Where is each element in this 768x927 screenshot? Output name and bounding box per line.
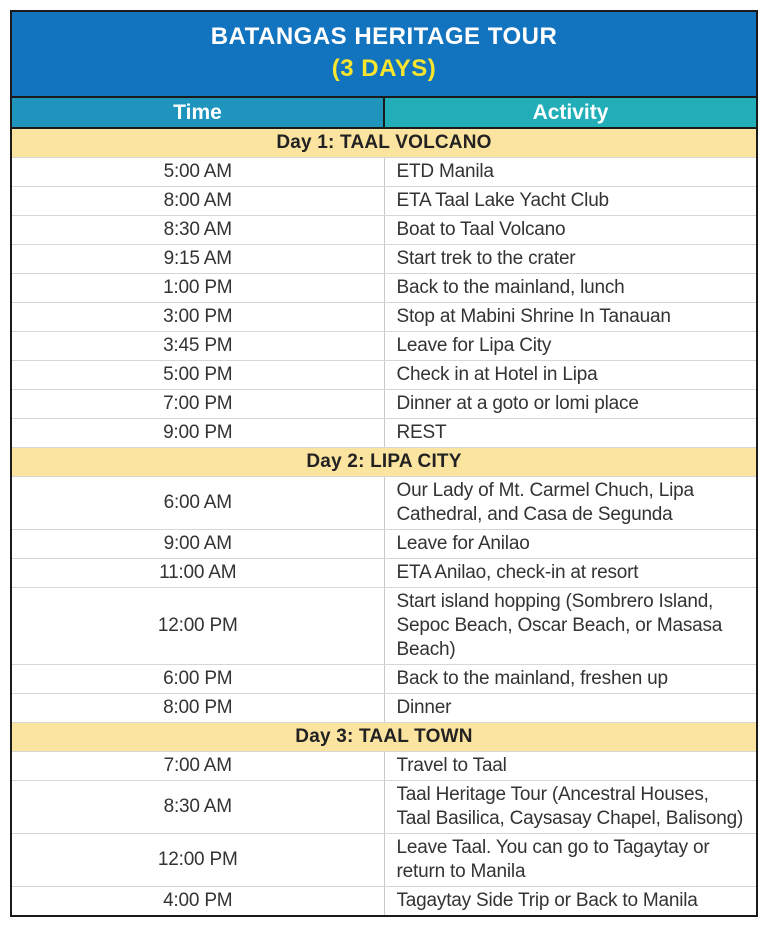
activity-cell: Leave for Anilao — [384, 529, 757, 558]
time-cell: 5:00 PM — [11, 360, 384, 389]
activity-cell: Check in at Hotel in Lipa — [384, 360, 757, 389]
table-row — [11, 418, 757, 447]
time-cell: 8:00 PM — [11, 693, 384, 722]
activity-cell: Dinner at a goto or lomi place — [384, 389, 757, 418]
page-subtitle: (3 DAYS) — [331, 55, 437, 82]
day-section-header: Day 2: LIPA CITY — [11, 447, 757, 476]
time-cell: 9:00 AM — [11, 529, 384, 558]
table-row — [11, 360, 757, 389]
time-cell: 6:00 PM — [11, 664, 384, 693]
activity-cell: Travel to Taal — [384, 751, 757, 780]
table-row — [11, 833, 757, 886]
time-cell: 4:00 PM — [11, 886, 384, 916]
time-cell: 6:00 AM — [11, 476, 384, 529]
table-row — [11, 529, 757, 558]
day-section-header: Day 3: TAAL TOWN — [11, 722, 757, 751]
activity-cell: Start trek to the crater — [384, 244, 757, 273]
table-row — [11, 244, 757, 273]
activity-cell: Dinner — [384, 693, 757, 722]
table-row — [11, 389, 757, 418]
activity-cell: Back to the mainland, freshen up — [384, 664, 757, 693]
time-cell: 7:00 PM — [11, 389, 384, 418]
activity-cell: Start island hopping (Sombrero Island, Sepoc Beach, Oscar Beach, or Masasa Beach) — [384, 587, 757, 664]
activity-cell: ETA Anilao, check-in at resort — [384, 558, 757, 587]
itinerary-body — [11, 128, 757, 916]
time-cell: 9:00 PM — [11, 418, 384, 447]
table-row — [11, 751, 757, 780]
table-row — [11, 273, 757, 302]
activity-cell: REST — [384, 418, 757, 447]
time-column-header: Time — [11, 97, 384, 128]
day-section-row — [11, 722, 757, 751]
table-row — [11, 558, 757, 587]
table-row — [11, 476, 757, 529]
activity-cell: ETD Manila — [384, 157, 757, 186]
day-section-row — [11, 447, 757, 476]
time-cell: 12:00 PM — [11, 587, 384, 664]
table-row — [11, 157, 757, 186]
time-cell: 12:00 PM — [11, 833, 384, 886]
table-row — [11, 302, 757, 331]
activity-cell: Boat to Taal Volcano — [384, 215, 757, 244]
itinerary-table — [10, 10, 758, 917]
activity-cell: Our Lady of Mt. Carmel Chuch, Lipa Cathedral, and Casa de Segunda — [384, 476, 757, 529]
time-cell: 3:45 PM — [11, 331, 384, 360]
time-cell: 1:00 PM — [11, 273, 384, 302]
table-row — [11, 693, 757, 722]
table-row — [11, 886, 757, 916]
time-cell: 8:30 AM — [11, 215, 384, 244]
activity-column-header: Activity — [384, 97, 757, 128]
title-row — [11, 11, 757, 97]
table-row — [11, 215, 757, 244]
time-cell: 5:00 AM — [11, 157, 384, 186]
time-cell: 8:00 AM — [11, 186, 384, 215]
activity-cell: ETA Taal Lake Yacht Club — [384, 186, 757, 215]
day-section-row — [11, 128, 757, 157]
table-row — [11, 186, 757, 215]
time-cell: 7:00 AM — [11, 751, 384, 780]
activity-cell: Taal Heritage Tour (Ancestral Houses, Taal Basilica, Caysasay Chapel, Balisong) — [384, 780, 757, 833]
table-title — [11, 11, 757, 97]
time-cell: 11:00 AM — [11, 558, 384, 587]
activity-cell: Back to the mainland, lunch — [384, 273, 757, 302]
table-row — [11, 331, 757, 360]
day-section-header: Day 1: TAAL VOLCANO — [11, 128, 757, 157]
activity-cell: Leave for Lipa City — [384, 331, 757, 360]
table-row — [11, 664, 757, 693]
page-title: BATANGAS HERITAGE TOUR — [210, 23, 558, 50]
table-row — [11, 587, 757, 664]
table-row — [11, 780, 757, 833]
time-cell: 3:00 PM — [11, 302, 384, 331]
time-cell: 9:15 AM — [11, 244, 384, 273]
column-header-row — [11, 97, 757, 128]
activity-cell: Tagaytay Side Trip or Back to Manila — [384, 886, 757, 916]
activity-cell: Leave Taal. You can go to Tagaytay or return to Manila — [384, 833, 757, 886]
time-cell: 8:30 AM — [11, 780, 384, 833]
activity-cell: Stop at Mabini Shrine In Tanauan — [384, 302, 757, 331]
